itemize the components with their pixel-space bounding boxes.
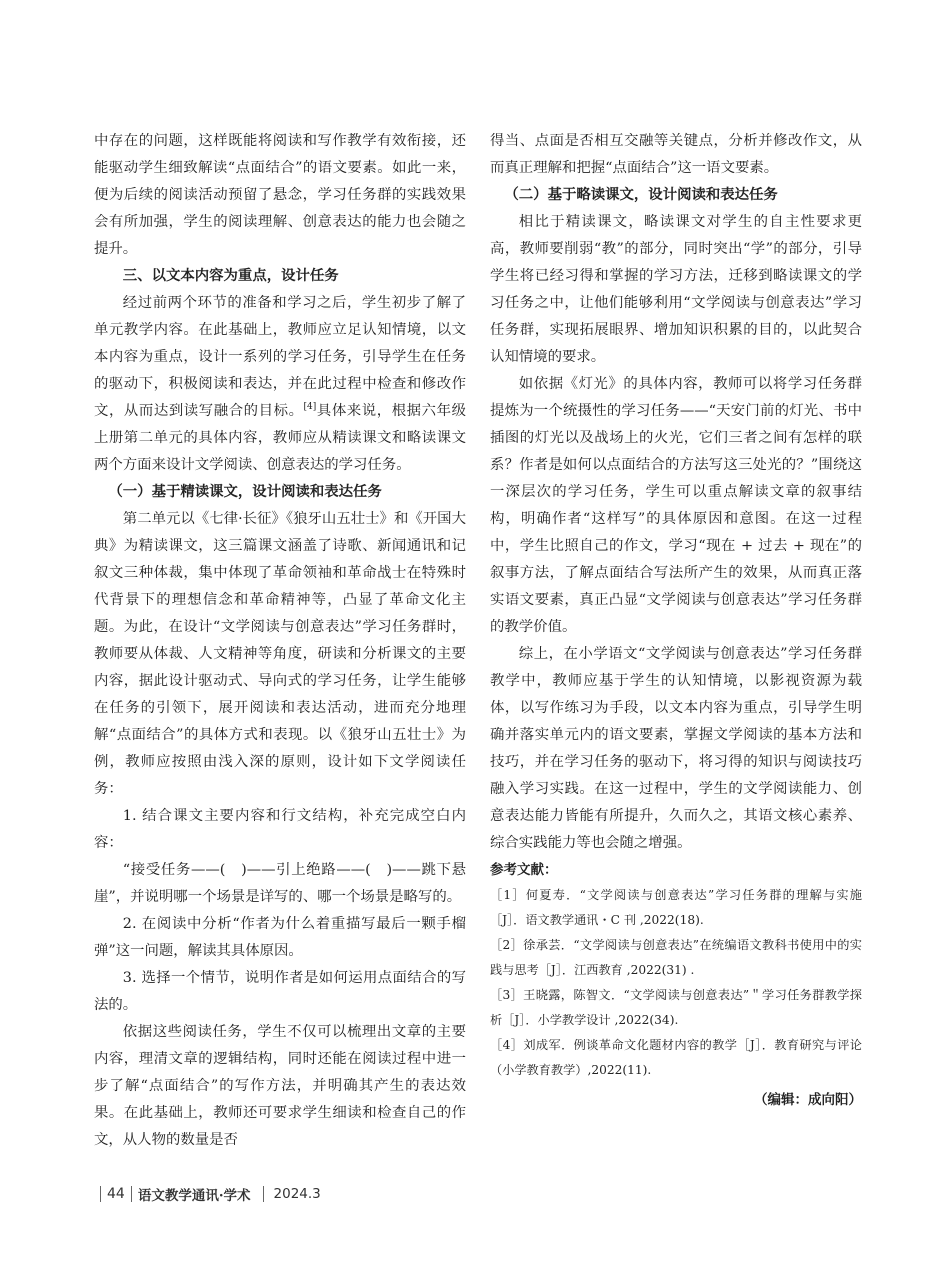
footer-divider <box>100 1186 101 1202</box>
right-paragraph-3: 如依据《灯光》的具体内容，教师可以将学习任务群提炼为一个统摄性的学习任务——“天安门前的灯光、书中插图的灯光以及战场上的火光，它们三者之间有怎样的联系？作者是如何以点面结合的方法写这三处光的？”围绕这一深层次的学习任务，学生可以重点解读文章的叙事结构，明确作者“这样写”的具体原因和意图。在这一过程中，学生比照自己的作文，学习“现在 + 过去 + 现在”的叙事方法，了解点面结合写法所产生的效果，从而真正落实语文要素，真正凸显“文学阅读与创意表达”学习任务群的教学价值。 <box>490 376 862 635</box>
task-2: 2. 在阅读中分析“作者为什么着重描写最后一颗手榴弹”这一问题，解读其具体原因。 <box>94 916 466 959</box>
page-footer <box>94 1184 321 1204</box>
footer-divider <box>131 1186 132 1202</box>
left-paragraph-4: 依据这些阅读任务，学生不仅可以梳理出文章的主要内容，理清文章的逻辑结构，同时还能在阅读过程中进一步了解“点面结合”的写作方法，并明确其产生的表达效果。在此基础上，教师还可要求学生细读和检查自己的作文，从人物的数量是否 <box>94 1024 466 1148</box>
left-paragraph-3: 第二单元以《七律·长征》《狼牙山五壮士》和《开国大典》为精读课文，这三篇课文涵盖了诗歌、新闻通讯和记叙文三种体裁，集中体现了革命领袖和革命战士在特殊时代背景下的理想信念和革命精神等，凸显了革命文化主题。为此，在设计“文学阅读与创意表达”学习任务群时，教师要从体裁、人文精神等角度，研读和分析课文的主要内容，据此设计驱动式、导向式的学习任务，让学生能够在任务的引领下，展开阅读和表达活动，进而充分地理解“点面结合”的具体方式和表现。以《狼牙山五壮士》为例，教师应按照由浅入深的原则，设计如下文学阅读任务： <box>94 511 466 797</box>
references-title: 参考文献： <box>490 862 558 878</box>
right-paragraph-4: 综上，在小学语文“文学阅读与创意表达”学习任务群教学中，教师应基于学生的认知情境，以影视资源为载体，以写作练习为手段，以文本内容为重点，引导学生明确并落实单元内的语文要素，掌握文学阅读的基本方法和技巧，并在学习任务的驱动下，将习得的知识与阅读技巧融入学习实践。在这一过程中，学生的文学阅读能力、创意表达能力皆能有所提升，久而久之，其语文核心素养、综合实践能力等也会随之增强。 <box>490 646 862 851</box>
subsection-heading-1: （一）基于精读课文，设计阅读和表达任务 <box>108 484 382 500</box>
page-number: 44 <box>107 1186 125 1202</box>
references-list <box>490 883 862 1083</box>
reference-item: ［4］刘成军．例谈革命文化题材内容的教学［J］．教育研究与评论（小学教育教学）,2022(11). <box>490 1038 862 1077</box>
left-paragraph-2b: 具体来说，根据六年级上册第二单元的具体内容，教师应从精读课文和略读课文两个方面来设计文学阅读、创意表达的学习任务。 <box>94 403 466 473</box>
task-1: 1. 结合课文主要内容和行文结构，补充完成空白内容： <box>94 808 466 851</box>
left-column <box>94 128 466 1154</box>
reference-item: ［3］王晓露，陈智文．“文学阅读与创意表达”＂学习任务群教学探析［J］．小学教学设计 ,2022(34). <box>490 988 862 1027</box>
reference-item: ［1］何夏寿．“文学阅读与创意表达”学习任务群的理解与实施［J］．语文教学通讯・C 刊 ,2022(18). <box>490 888 862 927</box>
editor-credit: （编辑：成向阳） <box>754 1092 862 1108</box>
left-paragraph-2 <box>94 290 466 479</box>
left-paragraph-2a: 经过前两个环节的准备和学习之后，学生初步了解了单元教学内容。在此基础上，教师应立足认知情境，以文本内容为重点，设计一系列的学习任务，引导学生在任务的驱动下，积极阅读和表达，并在此过程中检查和修改作文，从而达到读写融合的目标。 <box>94 295 466 419</box>
task-1-fill: “接受任务——( )——引上绝路——( )——跳下悬崖”，并说明哪一个场景是详写的、哪一个场景是略写的。 <box>94 862 466 905</box>
issue-date: 2024.3 <box>273 1186 321 1202</box>
right-paragraph-1: 得当、点面是否相互交融等关键点，分析并修改作文，从而真正理解和把握“点面结合”这一语文要素。 <box>490 133 862 176</box>
right-paragraph-2: 相比于精读课文，略读课文对学生的自主性要求更高，教师要削弱“教”的部分，同时突出“学”的部分，引导学生将已经习得和掌握的学习方法，迁移到略读课文的学习任务之中，让他们能够利用“文学阅读与创意表达”学习任务群，实现拓展眼界、增加知识积累的目的，以此契合认知情境的要求。 <box>490 214 862 365</box>
footer-divider <box>263 1186 264 1202</box>
left-paragraph-1: 中存在的问题，这样既能将阅读和写作教学有效衔接，还能驱动学生细致解读“点面结合”的语文要素。如此一来，便为后续的阅读活动预留了悬念，学习任务群的实践效果会有所加强，学生的阅读理解、创意表达的能力也会随之提升。 <box>94 133 466 257</box>
subsection-heading-2: （二）基于略读课文，设计阅读和表达任务 <box>504 187 778 203</box>
task-3: 3. 选择一个情节，说明作者是如何运用点面结合的写法的。 <box>94 970 466 1013</box>
reference-item: ［2］徐承芸．“文学阅读与创意表达”在统编语文教科书使用中的实践与思考［J］．江西教育 ,2022(31) . <box>490 938 862 977</box>
citation-4[interactable]: [4] <box>303 402 317 413</box>
right-column <box>490 128 862 1114</box>
journal-name: 语文教学通讯·学术 <box>137 1188 251 1204</box>
section-heading-3: 三、以文本内容为重点，设计任务 <box>122 268 339 284</box>
